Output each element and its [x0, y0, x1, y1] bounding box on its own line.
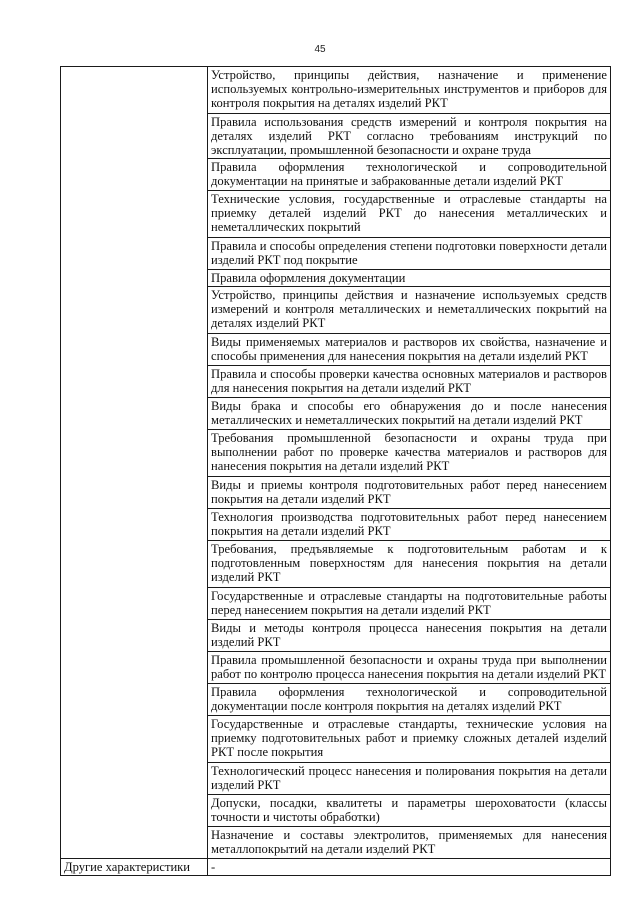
requirements-table [60, 66, 611, 876]
knowledge-item: Технологический процесс нанесения и полирования покрытия на детали изделий РКТ [208, 763, 611, 795]
other-characteristics-label: Другие характеристики [61, 859, 208, 876]
knowledge-item: Правила и способы проверки качества основных материалов и растворов для нанесения покрытия на детали изделий РКТ [208, 366, 611, 398]
knowledge-item: Правила оформления технологической и сопроводительной документации после контроля покрытия на деталях изделий РКТ [208, 684, 611, 716]
knowledge-item: Требования промышленной безопасности и охраны труда при выполнении работ по проверке качества материалов и растворов для нанесения покрытия на детали изделий РКТ [208, 430, 611, 477]
knowledge-item: Назначение и составы электролитов, применяемых для нанесения металлопокрытий на детали изделий РКТ [208, 827, 611, 859]
knowledge-item: Устройство, принципы действия и назначение используемых средств измерений и контроля металлических и неметаллических покрытий на деталях изделий РКТ [208, 287, 611, 334]
table-row [61, 67, 611, 114]
knowledge-item: Технология производства подготовительных работ перед нанесением покрытия на детали изделий РКТ [208, 509, 611, 541]
knowledge-item: Допуски, посадки, квалитеты и параметры шероховатости (классы точности и чистоты обработки) [208, 795, 611, 827]
page-number: 45 [314, 44, 326, 55]
knowledge-item: Государственные и отраслевые стандарты, технические условия на приемку подготовительных работ и приемку сложных деталей изделий РКТ после покрытия [208, 716, 611, 763]
knowledge-item: Правила промышленной безопасности и охраны труда при выполнении работ по контролю процесса нанесения покрытия на детали изделий РКТ [208, 652, 611, 684]
knowledge-item: Государственные и отраслевые стандарты на подготовительные работы перед нанесением покрытия на детали изделий РКТ [208, 588, 611, 620]
knowledge-item: Правила оформления технологической и сопроводительной документации на принятые и забракованные детали изделий РКТ [208, 159, 611, 191]
knowledge-label-cell [61, 67, 208, 859]
knowledge-item: Устройство, принципы действия, назначение и применение используемых контрольно-измерительных инструментов и приборов для контроля покрытия на деталях изделий РКТ [208, 67, 611, 114]
knowledge-item: Виды и приемы контроля подготовительных работ перед нанесением покрытия на детали изделий РКТ [208, 477, 611, 509]
knowledge-item: Виды брака и способы его обнаружения до и после нанесения металлических и неметаллических покрытий на детали изделий РКТ [208, 398, 611, 430]
knowledge-item: Требования, предъявляемые к подготовительным работам и к подготовленным поверхностям для нанесения покрытия на детали изделий РКТ [208, 541, 611, 588]
knowledge-item: Виды применяемых материалов и растворов их свойства, назначение и способы применения для нанесения покрытия на детали изделий РКТ [208, 334, 611, 366]
knowledge-item: Правила и способы определения степени подготовки поверхности детали изделий РКТ под покрытие [208, 238, 611, 270]
knowledge-item: Виды и методы контроля процесса нанесения покрытия на детали изделий РКТ [208, 620, 611, 652]
knowledge-item: Технические условия, государственные и отраслевые стандарты на приемку деталей изделий РКТ до нанесения металлических и неметаллических покрытий [208, 191, 611, 238]
knowledge-item: Правила оформления документации [208, 270, 611, 287]
other-characteristics-value: - [208, 859, 611, 876]
knowledge-item: Правила использования средств измерений и контроля покрытия на деталях изделий РКТ согласно требованиям инструкций по эксплуатации, промышленной безопасности и охране труда [208, 114, 611, 159]
table-row [61, 859, 611, 876]
